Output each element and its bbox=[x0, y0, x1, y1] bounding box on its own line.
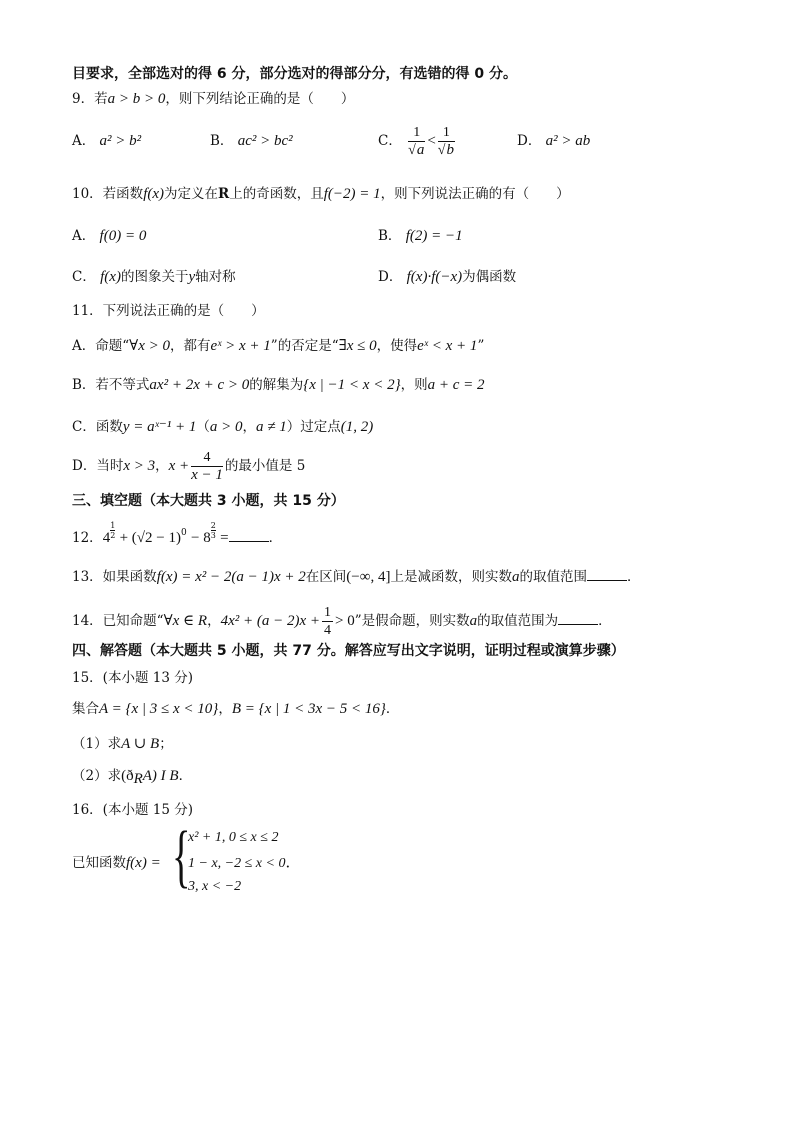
instruction-line: 目要求，全部选对的得 6 分，部分选对的得部分分，有选错的得 0 分。 bbox=[72, 66, 517, 82]
q9-option-d: D． a² > ab bbox=[517, 133, 591, 149]
q14: 14．已知命题“∀x ∈ R，4x² + (a − 2)x + $\frac{1}{4}$ > 0”是假命题，则实数a的取值范围为 ． bbox=[72, 605, 612, 638]
section-3-heading: 三、填空题（本大题共 3 小题，共 15 分） bbox=[72, 493, 345, 509]
q14-answer-blank bbox=[558, 610, 598, 625]
q11-option-b: B．若不等式ax² + 2x + c > 0的解集为{x | −1 < x < 2}，则a + c = 2 bbox=[72, 377, 485, 393]
q10-option-c: C． f(x)的图象关于y轴对称 bbox=[72, 269, 236, 285]
q12: 12．4 $\frac{1}{2} + (√2 - 1)^0 - 8$ $\frac{2}{3}$ = ． bbox=[72, 521, 283, 546]
q10-option-b: B． f(2) = −1 bbox=[378, 228, 463, 244]
q9-option-b: B． ac² > bc² bbox=[210, 133, 293, 149]
q9-option-a: A． a² > b² bbox=[72, 133, 142, 149]
q15-part-2: （2）求$(ð_RA)$ I B． bbox=[72, 768, 193, 787]
q13-answer-blank bbox=[587, 566, 627, 581]
q16-case-3: 3, x < −2 bbox=[188, 879, 242, 894]
q16-case-1: x² + 1, 0 ≤ x ≤ 2 bbox=[188, 830, 279, 845]
q10-option-d: D． f(x)·f(−x)为偶函数 bbox=[378, 269, 517, 285]
q11-option-c: C．函数y = aˣ⁻¹ + 1（a > 0，a ≠ 1）过定点(1, 2) bbox=[72, 419, 374, 435]
q15-part-1: （1）求A ∪ B； bbox=[72, 736, 173, 752]
q10-option-a: A． f(0) = 0 bbox=[72, 228, 147, 244]
q16-heading: 16．(本小题 15 分) bbox=[72, 802, 193, 818]
q16-case-2: 1 − x, −2 ≤ x < 0． bbox=[188, 855, 301, 871]
q11-stem: 11．下列说法正确的是（ ） bbox=[72, 303, 265, 319]
q9-option-c: C． $\frac{1}{√a}$ < $\frac{1}{√b}$ bbox=[378, 125, 454, 158]
q10-stem: 10．若函数f(x)为定义在R上的奇函数，且f(−2) = 1，则下列说法正确的有（ ） bbox=[72, 186, 570, 202]
piecewise-brace: { bbox=[172, 818, 191, 895]
q11-option-d: D．当时x > 3，x + $\frac{4}{x - 1}$ 的最小值是 5 bbox=[72, 450, 306, 483]
q12-answer-blank bbox=[229, 527, 269, 542]
q9-stem: 9．若a > b > 0，则下列结论正确的是（ ） bbox=[72, 91, 355, 107]
q11-option-a: A．命题“∀x > 0，都有eˣ > x + 1”的否定是“∃x ≤ 0，使得eˣ < x + 1” bbox=[72, 338, 485, 354]
q15-sets: 集合A = {x | 3 ≤ x < 10}，B = {x | 1 < 3x − 5 < 16}． bbox=[72, 701, 400, 717]
section-4-heading: 四、解答题（本大题共 5 小题，共 77 分。解答应写出文字说明，证明过程或演算步骤） bbox=[72, 643, 625, 659]
q13: 13．如果函数f(x) = x² − 2(a − 1)x + 2在区间(−∞, 4]上是减函数，则实数a的取值范围 ． bbox=[72, 566, 640, 587]
q15-heading: 15．(本小题 13 分) bbox=[72, 670, 193, 686]
q16-lead: 已知函数f(x) = bbox=[72, 855, 161, 871]
